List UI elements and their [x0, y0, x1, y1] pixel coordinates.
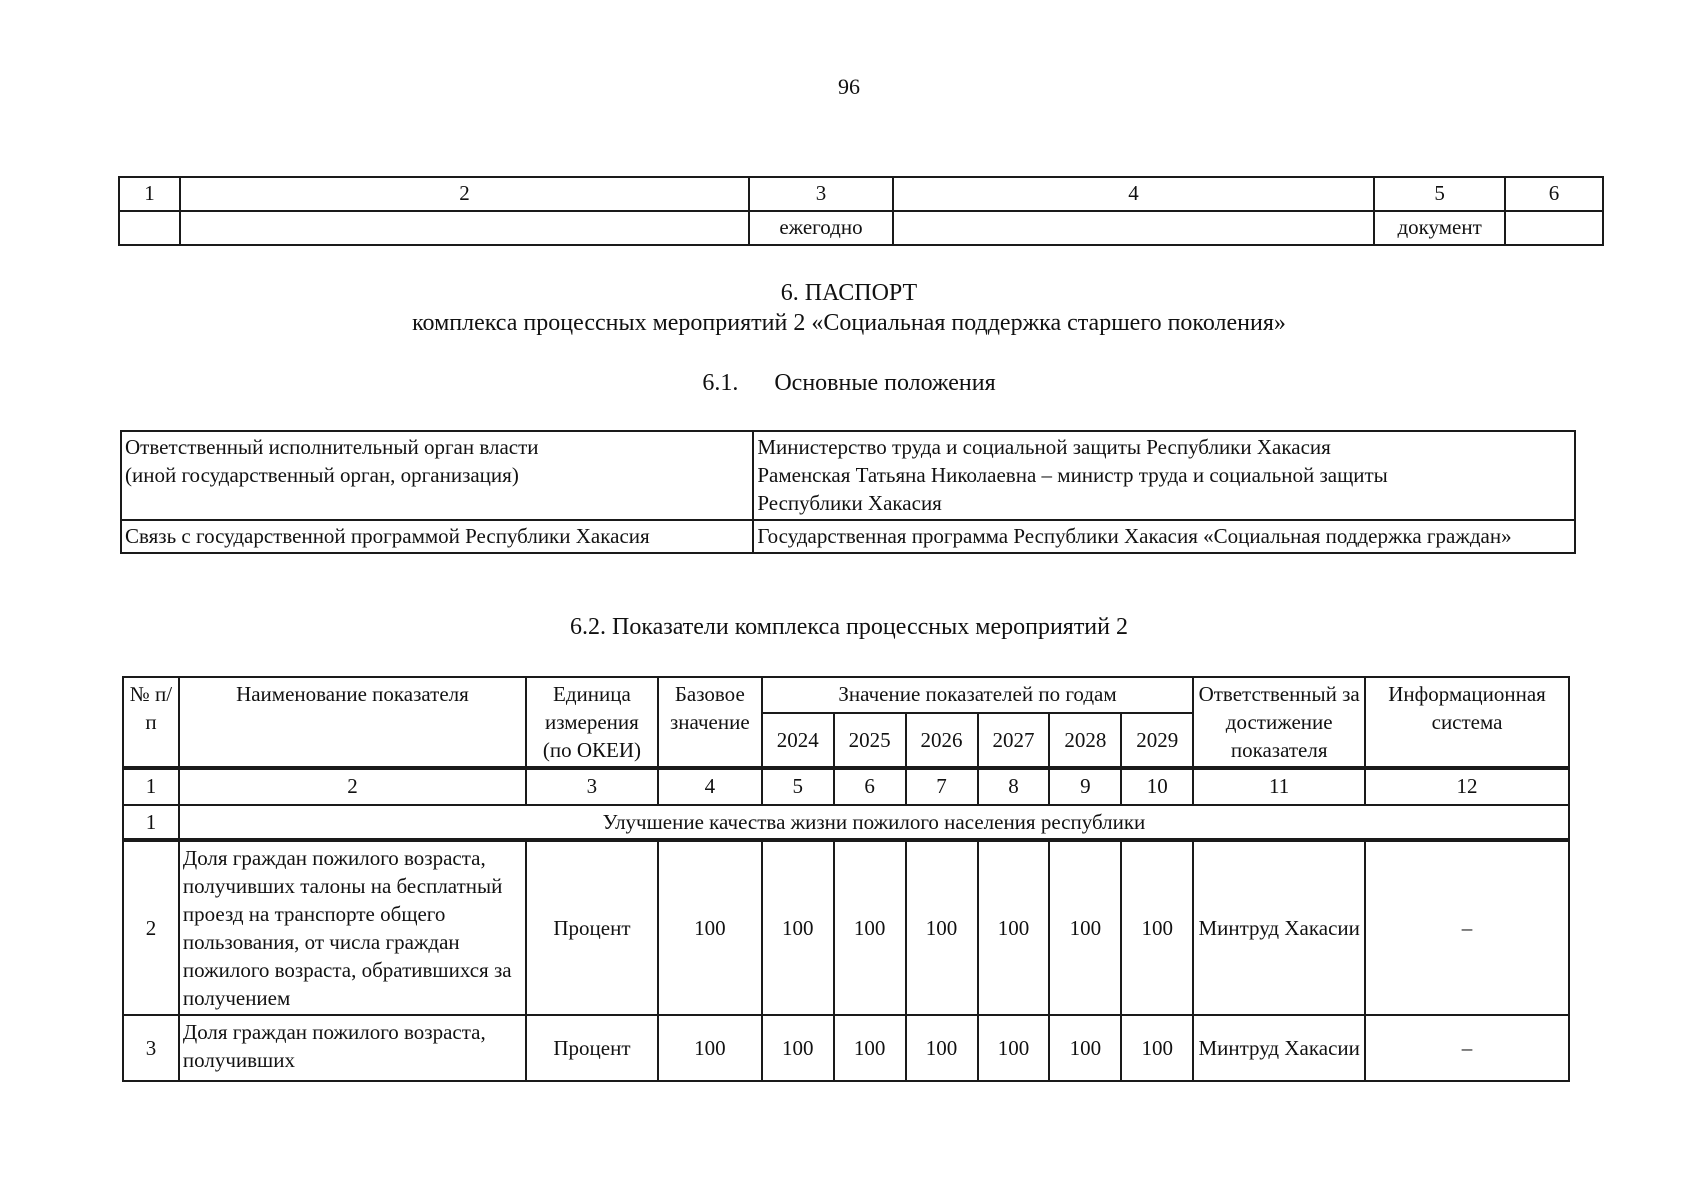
table-row	[123, 1015, 1569, 1081]
table-cell	[180, 211, 749, 245]
provision-value	[753, 431, 1575, 520]
indicator-name: Доля граждан пожилого возраста, получивших	[179, 1015, 526, 1081]
indicator-value: 100	[978, 1015, 1050, 1081]
header-year: 2026	[906, 713, 978, 768]
indicator-value: 100	[906, 840, 978, 1015]
table-cell: 4	[893, 177, 1374, 211]
header-years-group: Значение показателей по годам	[762, 677, 1193, 713]
header-base: Базовое значение	[658, 677, 762, 768]
indicator-value: 100	[834, 840, 906, 1015]
column-number: 2	[179, 768, 526, 805]
basic-provisions-table	[120, 430, 1576, 554]
indicator-value: 100	[1049, 1015, 1121, 1081]
continuation-table	[118, 176, 1604, 246]
column-number: 12	[1365, 768, 1569, 805]
column-number: 6	[834, 768, 906, 805]
header-year: 2025	[834, 713, 906, 768]
table-header-row	[123, 677, 1569, 713]
table-cell: ежегодно	[749, 211, 893, 245]
provision-label-line: Ответственный исполнительный орган власти	[125, 435, 539, 459]
indicator-responsible: Минтруд Хакасии	[1193, 1015, 1365, 1081]
column-number: 10	[1121, 768, 1193, 805]
header-year: 2027	[978, 713, 1050, 768]
row-num: 3	[123, 1015, 179, 1081]
section-6-1-heading: 6.1. Основные положения	[702, 370, 996, 396]
passport-subtitle: комплекса процессных мероприятий 2 «Социальная поддержка старшего поколения»	[412, 310, 1286, 336]
column-number-row	[123, 768, 1569, 805]
table-row	[119, 211, 1603, 245]
provision-value-line: Министерство труда и социальной защиты Республики Хакасия	[757, 435, 1331, 459]
indicator-value: 100	[978, 840, 1050, 1015]
table-cell	[119, 211, 180, 245]
indicator-unit: Процент	[526, 840, 658, 1015]
indicator-info-system: –	[1365, 840, 1569, 1015]
table-header-row	[119, 177, 1603, 211]
indicators-table	[122, 676, 1570, 1082]
header-name: Наименование показателя	[179, 677, 526, 768]
section-6-2-heading: 6.2. Показатели комплекса процессных мероприятий 2	[569, 614, 1128, 640]
header-num: № п/п	[123, 677, 179, 768]
passport-title: 6. ПАСПОРТ	[780, 280, 918, 306]
table-cell: 3	[749, 177, 893, 211]
column-number: 9	[1049, 768, 1121, 805]
column-number: 8	[978, 768, 1050, 805]
indicator-base: 100	[658, 1015, 762, 1081]
group-num: 1	[123, 805, 179, 840]
indicator-value: 100	[906, 1015, 978, 1081]
table-cell: 2	[180, 177, 749, 211]
provision-value-line: Раменская Татьяна Николаевна – министр труда и социальной защиты Республики Хакасия	[757, 463, 1388, 515]
provision-value-line: Государственная программа Республики Хакасия «Социальная поддержка граждан»	[757, 524, 1512, 548]
table-cell	[893, 211, 1374, 245]
table-cell: 6	[1505, 177, 1603, 211]
group-row	[123, 805, 1569, 840]
indicator-responsible: Минтруд Хакасии	[1193, 840, 1365, 1015]
header-year: 2028	[1049, 713, 1121, 768]
group-title: Улучшение качества жизни пожилого населения республики	[179, 805, 1569, 840]
column-number: 11	[1193, 768, 1365, 805]
indicator-value: 100	[762, 840, 834, 1015]
table-cell	[1505, 211, 1603, 245]
row-num: 2	[123, 840, 179, 1015]
table-cell: документ	[1374, 211, 1505, 245]
page-number: 96	[838, 74, 860, 99]
table-cell: 1	[119, 177, 180, 211]
table-row	[123, 840, 1569, 1015]
header-responsible: Ответственный за достижение показателя	[1193, 677, 1365, 768]
indicator-name: Доля граждан пожилого возраста, получивших талоны на бесплатный проезд на транспорте общего пользования, от числа граждан пожилого возраста, обратившихся за получением	[179, 840, 526, 1015]
column-number: 7	[906, 768, 978, 805]
provision-label-line: Связь с государственной программой Республики Хакасия	[125, 524, 650, 548]
header-info-system: Информационная система	[1365, 677, 1569, 768]
indicator-value: 100	[1049, 840, 1121, 1015]
header-unit: Единица измерения (по ОКЕИ)	[526, 677, 658, 768]
indicator-info-system: –	[1365, 1015, 1569, 1081]
provision-label	[121, 431, 753, 520]
provision-label-line: (иной государственный орган, организация)	[125, 463, 519, 487]
column-number: 4	[658, 768, 762, 805]
indicator-value: 100	[1121, 840, 1193, 1015]
column-number: 5	[762, 768, 834, 805]
provision-label	[121, 520, 753, 553]
indicator-base: 100	[658, 840, 762, 1015]
table-cell: 5	[1374, 177, 1505, 211]
provision-value	[753, 520, 1575, 553]
table-row	[121, 520, 1575, 553]
indicator-unit: Процент	[526, 1015, 658, 1081]
indicator-value: 100	[762, 1015, 834, 1081]
header-year: 2024	[762, 713, 834, 768]
column-number: 3	[526, 768, 658, 805]
column-number: 1	[123, 768, 179, 805]
indicator-value: 100	[1121, 1015, 1193, 1081]
indicator-value: 100	[834, 1015, 906, 1081]
table-row	[121, 431, 1575, 520]
header-year: 2029	[1121, 713, 1193, 768]
